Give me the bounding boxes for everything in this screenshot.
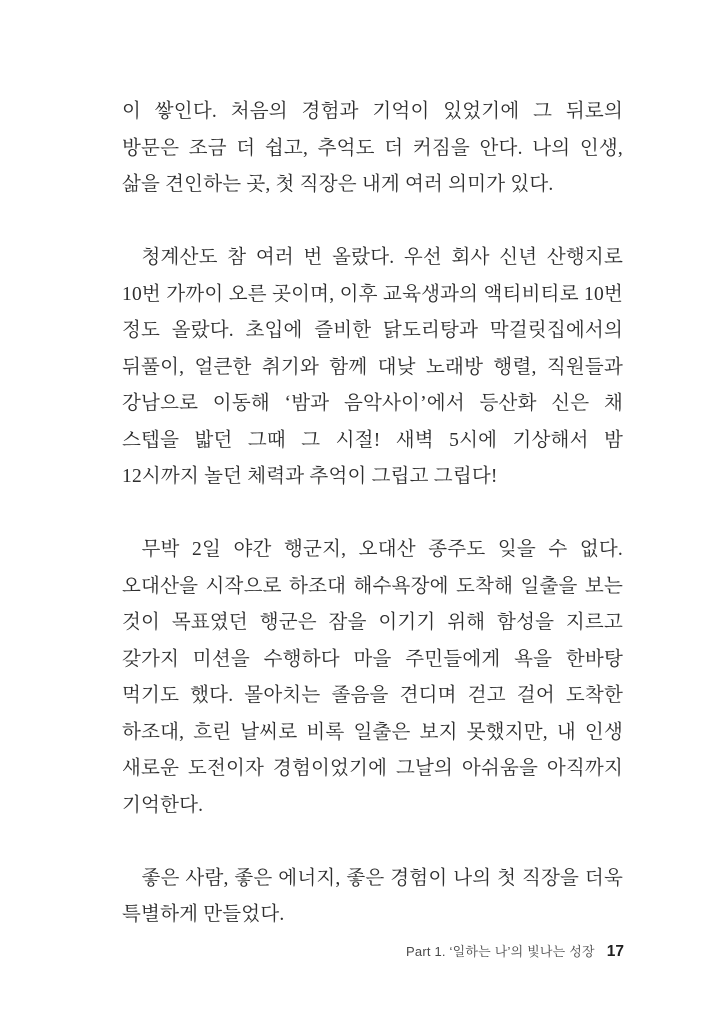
paragraph: 청계산도 참 여러 번 올랐다. 우선 회사 신년 산행지로 10번 가까이 오른 곳이며, 이후 교육생과의 액티비티로 10번 정도 올랐다. 초입에 즐비한 닭도리탕과 막걸릿집에서의 뒤풀이, 얼큰한 취기와 함께 대낮 노래방 행렬, 직원들과 강남으로 이동해 ‘밤과 음악사이’에서 등산화 신은 채 스텝을 밟던 그때 그 시절! 새벽 5시에 기상해서 밤 12시까지 놀던 체력과 추억이 그립고 그립다! [122,247,623,487]
paragraph: 무박 2일 야간 행군지, 오대산 종주도 잊을 수 없다. 오대산을 시작으로 하조대 해수욕장에 도착해 일출을 보는 것이 목표였던 행군은 잠을 이기기 위해 함성을 지르고 갖가지 미션을 수행하다 마을 주민들에게 욕을 한바탕 먹기도 했다. 몰아치는 졸음을 견디며 걷고 걸어 도착한 하조대, 흐린 날씨로 비록 일출은 보지 못했지만, 내 인생 새로운 도전이자 경험이었기에 그날의 아쉬움을 아직까지 기억한다. [122,539,623,816]
paragraph: 좋은 사람, 좋은 에너지, 좋은 경험이 나의 첫 직장을 더욱 특별하게 만들었다. [122,867,623,925]
page-footer [406,941,624,961]
page-body-text [122,94,623,934]
paragraph: 이 쌓인다. 처음의 경험과 기억이 있었기에 그 뒤로의 방문은 조금 더 쉽고, 추억도 더 커짐을 안다. 나의 인생, 삶을 견인하는 곳, 첫 직장은 내게 여러 의미가 있다. [122,101,623,195]
footer-running-title: Part 1. ‘일하는 나’의 빛나는 성장 [406,944,595,959]
footer-page-number: 17 [606,943,624,960]
